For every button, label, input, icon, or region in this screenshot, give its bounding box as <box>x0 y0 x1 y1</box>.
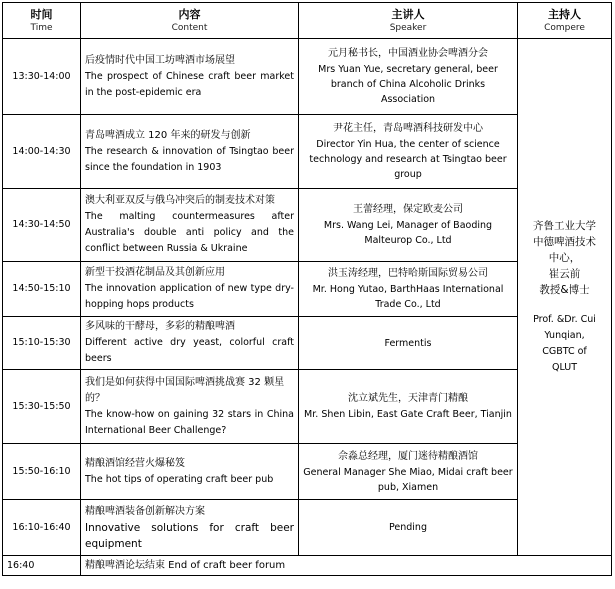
row-content <box>81 189 299 262</box>
row-time: 14:30-14:50 <box>3 189 81 262</box>
header-content-zh: 内容 <box>178 7 201 21</box>
header-time-en: Time <box>30 22 53 33</box>
content-en: The malting countermeasures after Australia's double anti policy and the conflict between Russia & Ukraine <box>85 211 294 254</box>
content-zh: 精酿啤酒装备创新解决方案 <box>85 505 205 517</box>
host-zh-line: 齐鲁工业大学 <box>533 220 596 232</box>
speaker-zh: 尹花主任，青岛啤酒科技研发中心 <box>333 123 483 134</box>
speaker-zh: 王蕾经理，保定欧麦公司 <box>353 204 463 215</box>
host-zh-line: 中德啤酒技术 <box>533 236 596 248</box>
table-row <box>3 39 612 115</box>
closing-text: 精酿啤酒论坛结束 End of craft beer forum <box>81 556 612 576</box>
header-time-zh: 时间 <box>30 7 53 21</box>
content-zh: 我们是如何获得中国国际啤酒挑战赛 32 颗星的？ <box>85 376 285 404</box>
content-zh: 多风味的干酵母，多彩的精酿啤酒 <box>85 321 235 332</box>
row-time: 15:30-15:50 <box>3 370 81 444</box>
content-en: The know-how on gaining 32 stars in China International Beer Challenge? <box>85 408 294 436</box>
header-time <box>3 3 81 39</box>
speaker-zh: 元月秘书长，中国酒业协会啤酒分会 <box>328 48 488 59</box>
content-zh: 新型干投酒花制品及其创新应用 <box>85 267 225 278</box>
speaker-en: Mrs Yuan Yue, secretary general, beer branch of China Alcoholic Drinks Association <box>318 64 498 105</box>
closing-time: 16:40 <box>3 556 81 576</box>
content-zh: 后疫情时代中国工坊啤酒市场展望 <box>85 54 235 66</box>
row-speaker <box>299 317 518 370</box>
row-speaker <box>299 444 518 500</box>
row-speaker <box>299 115 518 189</box>
speaker-en: Fermentis <box>384 337 432 349</box>
row-content <box>81 262 299 317</box>
header-content-en: Content <box>171 22 208 33</box>
speaker-en: Mr. Hong Yutao, BarthHaas International Trade Co., Ltd <box>312 284 504 310</box>
header-content <box>81 3 299 39</box>
header-host-en: Compere <box>544 22 585 33</box>
content-zh: 澳大利亚双反与俄乌冲突后的制麦技术对策 <box>85 195 275 206</box>
host-en-line: Prof. &Dr. Cui <box>533 314 596 325</box>
row-time: 15:50-16:10 <box>3 444 81 500</box>
row-time: 16:10-16:40 <box>3 500 81 556</box>
row-time: 13:30-14:00 <box>3 39 81 115</box>
speaker-en: Mr. Shen Libin, East Gate Craft Beer, Tianjin <box>304 409 512 420</box>
row-content <box>81 115 299 189</box>
closing-row <box>3 556 612 576</box>
host-en-line: Yunqian, <box>544 330 585 341</box>
row-speaker <box>299 189 518 262</box>
speaker-en: Pending <box>389 522 427 533</box>
content-en: The innovation application of new type dry-hopping hops products <box>85 283 294 310</box>
speaker-en: Mrs. Wang Lei, Manager of Baoding Malteurop Co., Ltd <box>323 220 493 246</box>
content-en: The prospect of Chinese craft beer market in the post-epidemic era <box>85 70 294 98</box>
content-en: The research & innovation of Tsingtao beer since the foundation in 1903 <box>85 145 294 173</box>
host-zh-line: 中心， <box>548 252 581 264</box>
host-cell <box>518 39 612 556</box>
speaker-en: General Manager She Miao, Midai craft beer pub, Xiamen <box>303 466 513 493</box>
host-zh-line: 教授&博士 <box>539 284 590 296</box>
row-speaker <box>299 262 518 317</box>
host-en-line: QLUT <box>551 362 578 373</box>
speaker-zh: 沈立斌先生，天津青门精酿 <box>348 393 468 404</box>
row-speaker <box>299 39 518 115</box>
content-en: Innovative solutions for craft beer equipment <box>85 521 294 550</box>
row-speaker <box>299 370 518 444</box>
row-content <box>81 444 299 500</box>
host-zh-line: 崔云前 <box>548 268 581 280</box>
row-content <box>81 370 299 444</box>
header-row <box>3 3 612 39</box>
header-speaker-en: Speaker <box>389 22 427 33</box>
header-host <box>518 3 612 39</box>
content-en: The hot tips of operating craft beer pub <box>85 473 274 485</box>
row-time: 15:10-15:30 <box>3 317 81 370</box>
content-zh: 精酿酒馆经营火爆秘笈 <box>85 457 185 469</box>
speaker-zh: 佘淼总经理，厦门迷待精酿酒馆 <box>338 450 478 462</box>
host-en-line: CGBTC of <box>542 346 587 357</box>
header-host-zh: 主持人 <box>548 7 581 21</box>
speaker-zh: 洪玉涛经理，巴特哈斯国际贸易公司 <box>328 268 488 279</box>
row-time: 14:00-14:30 <box>3 115 81 189</box>
row-speaker <box>299 500 518 556</box>
speaker-en: Director Yin Hua, the center of science technology and research at Tsingtao beer group <box>309 139 507 180</box>
content-en: Different active dry yeast, colorful craft beers <box>85 337 294 364</box>
header-speaker-zh: 主讲人 <box>391 7 425 21</box>
row-content <box>81 39 299 115</box>
row-content <box>81 500 299 556</box>
header-speaker <box>299 3 518 39</box>
row-content <box>81 317 299 370</box>
content-zh: 青岛啤酒成立 120 年来的研发与创新 <box>85 129 251 141</box>
row-time: 14:50-15:10 <box>3 262 81 317</box>
schedule-table <box>2 2 612 576</box>
